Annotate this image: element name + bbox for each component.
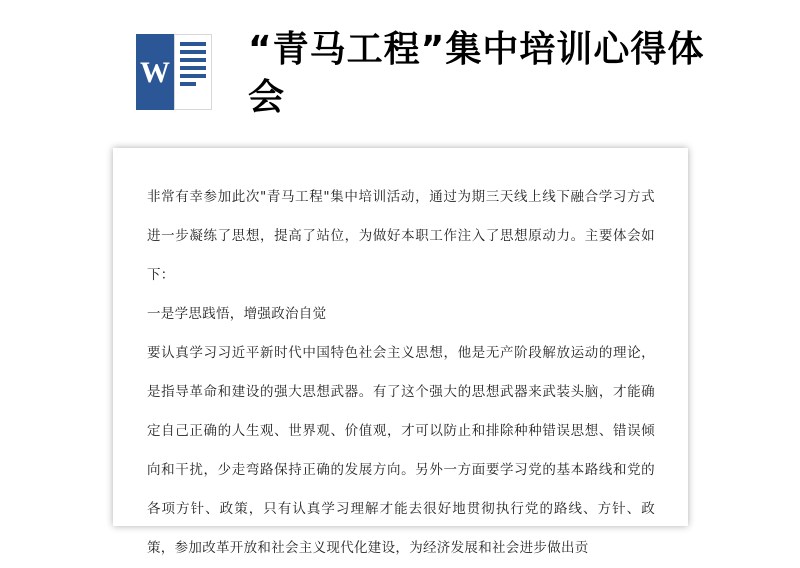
word-icon-line [180,82,196,86]
word-icon-line [180,42,206,46]
document-header [0,0,800,148]
document-paragraph: 要认真学习习近平新时代中国特色社会主义思想，他是无产阶段解放运动的理论，是指导革命和建设的强大思想武器。有了这个强大的思想武器来武装头脑，才能确定自己正确的人生观、世界观、价值观，才可以防止和排除种种错误思想、错误倾向和干扰，少走弯路保持正确的发展方向。另外一方面要学习党的基本路线和党的各项方针、政策，只有认真学习理解才能去很好地贯彻执行党的路线、方针、政策，参加改革开放和社会主义现代化建设，为经济发展和社会进步做出贡 [147,345,655,556]
word-icon-letter: W [140,56,170,89]
document-paragraph: 非常有幸参加此次"青马工程"集中培训活动，通过为期三天线上线下融合学习方式进一步凝练了思想，提高了站位，为做好本职工作注入了思想原动力。主要体会如下： [147,189,655,283]
word-icon-letter-block [136,34,174,110]
word-document-icon [136,34,212,110]
word-icon-line [180,50,206,54]
word-icon-lines-block [174,34,212,110]
word-icon-line [180,66,206,70]
word-icon-line [180,74,206,78]
word-icon-line [180,58,206,62]
document-body [147,178,655,568]
document-paragraph: 一是学思践悟，增强政治自觉 [147,306,327,322]
page-title: “青马工程”集中培训心得体会 [248,29,705,118]
document-sheet [113,148,688,556]
